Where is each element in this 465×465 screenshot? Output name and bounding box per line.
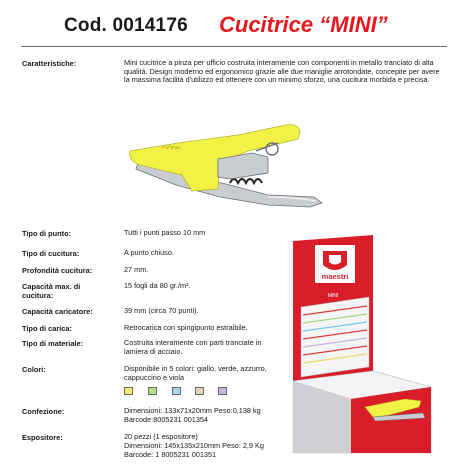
- display-stand-image: [285, 235, 435, 457]
- brand-model: MINI: [327, 293, 339, 299]
- tipo-carica-value: Retrocarica con spingipunto estraibile.: [124, 323, 248, 332]
- swatch-azzurro: [172, 387, 181, 395]
- header-divider: [21, 46, 447, 47]
- espositore-line3: Barcode: 1 8005231 001351: [124, 450, 217, 459]
- tipo-cucitura-label: Tipo di cucitura:: [22, 249, 80, 258]
- product-code: Cod. 0014176: [64, 15, 188, 36]
- espositore-line1: 20 pezzi (1 espositore): [124, 432, 198, 441]
- tipo-cucitura-value: A punto chiuso.: [124, 248, 174, 257]
- tipo-punto-value: Tutti i punti passo 10 mm: [124, 228, 206, 237]
- confezione-line1: Dimensioni: 133x71x20mm Peso:0,138 kg: [124, 406, 261, 415]
- capacita-caricatore-value: 39 mm (circa 70 punti).: [124, 306, 199, 315]
- maestri-logo-icon: [323, 251, 347, 270]
- tipo-materiale-label: Tipo di materiale:: [22, 339, 84, 348]
- tipo-carica-label: Tipo di carica:: [22, 324, 72, 333]
- capacita-max-label: Capacità max. di cucitura:: [22, 282, 81, 300]
- swatch-cappuccino: [195, 387, 204, 395]
- swatch-giallo: [124, 387, 133, 395]
- tipo-materiale-value: Costruita interamente con parti tranciate in lamiera di acciaio.: [124, 338, 262, 356]
- stapler-image: [118, 117, 338, 227]
- caratteristiche-value: Mini cucitrice a pinza per ufficio costruita interamente con componenti in metallo tranciato di alta qualità. Design moderno ed ergonomico grazie alle due maniglie arrotondate, concepite per avere la massima facilità d'utilizzo ed ottenere con un minimo sforzo, una cucitura morbida e precisa.: [124, 58, 440, 85]
- swatch-viola: [218, 387, 227, 395]
- profondita-value: 27 mm.: [124, 265, 149, 274]
- swatch-verde: [148, 387, 157, 395]
- confezione-label: Confezione:: [22, 407, 65, 416]
- product-title: Cucitrice “MINI”: [219, 12, 388, 37]
- profondita-label: Profondità cucitura:: [22, 266, 93, 275]
- stapler-body-shape: [130, 125, 300, 191]
- capacita-max-value: 15 fogli da 80 gr./m².: [124, 281, 191, 290]
- colori-value: Disponibile in 5 colori: giallo, verde, azzurro, cappuccino e viola: [124, 364, 267, 382]
- caratteristiche-label: Caratteristiche:: [22, 59, 77, 68]
- capacita-caricatore-label: Capacità caricatore:: [22, 307, 93, 316]
- brand-name: maestri: [321, 272, 349, 281]
- espositore-line2: Dimensioni: 145x135x210mm Peso: 2,9 Kg: [124, 441, 264, 450]
- header: [0, 0, 465, 44]
- colori-label: Colori:: [22, 365, 46, 374]
- tipo-punto-label: Tipo di punto:: [22, 229, 72, 238]
- spring-icon: [230, 179, 262, 183]
- display-product-boxes: [301, 297, 369, 377]
- confezione-line2: Barcode:8005231 001354: [124, 415, 208, 424]
- espositore-label: Espositore:: [22, 433, 63, 442]
